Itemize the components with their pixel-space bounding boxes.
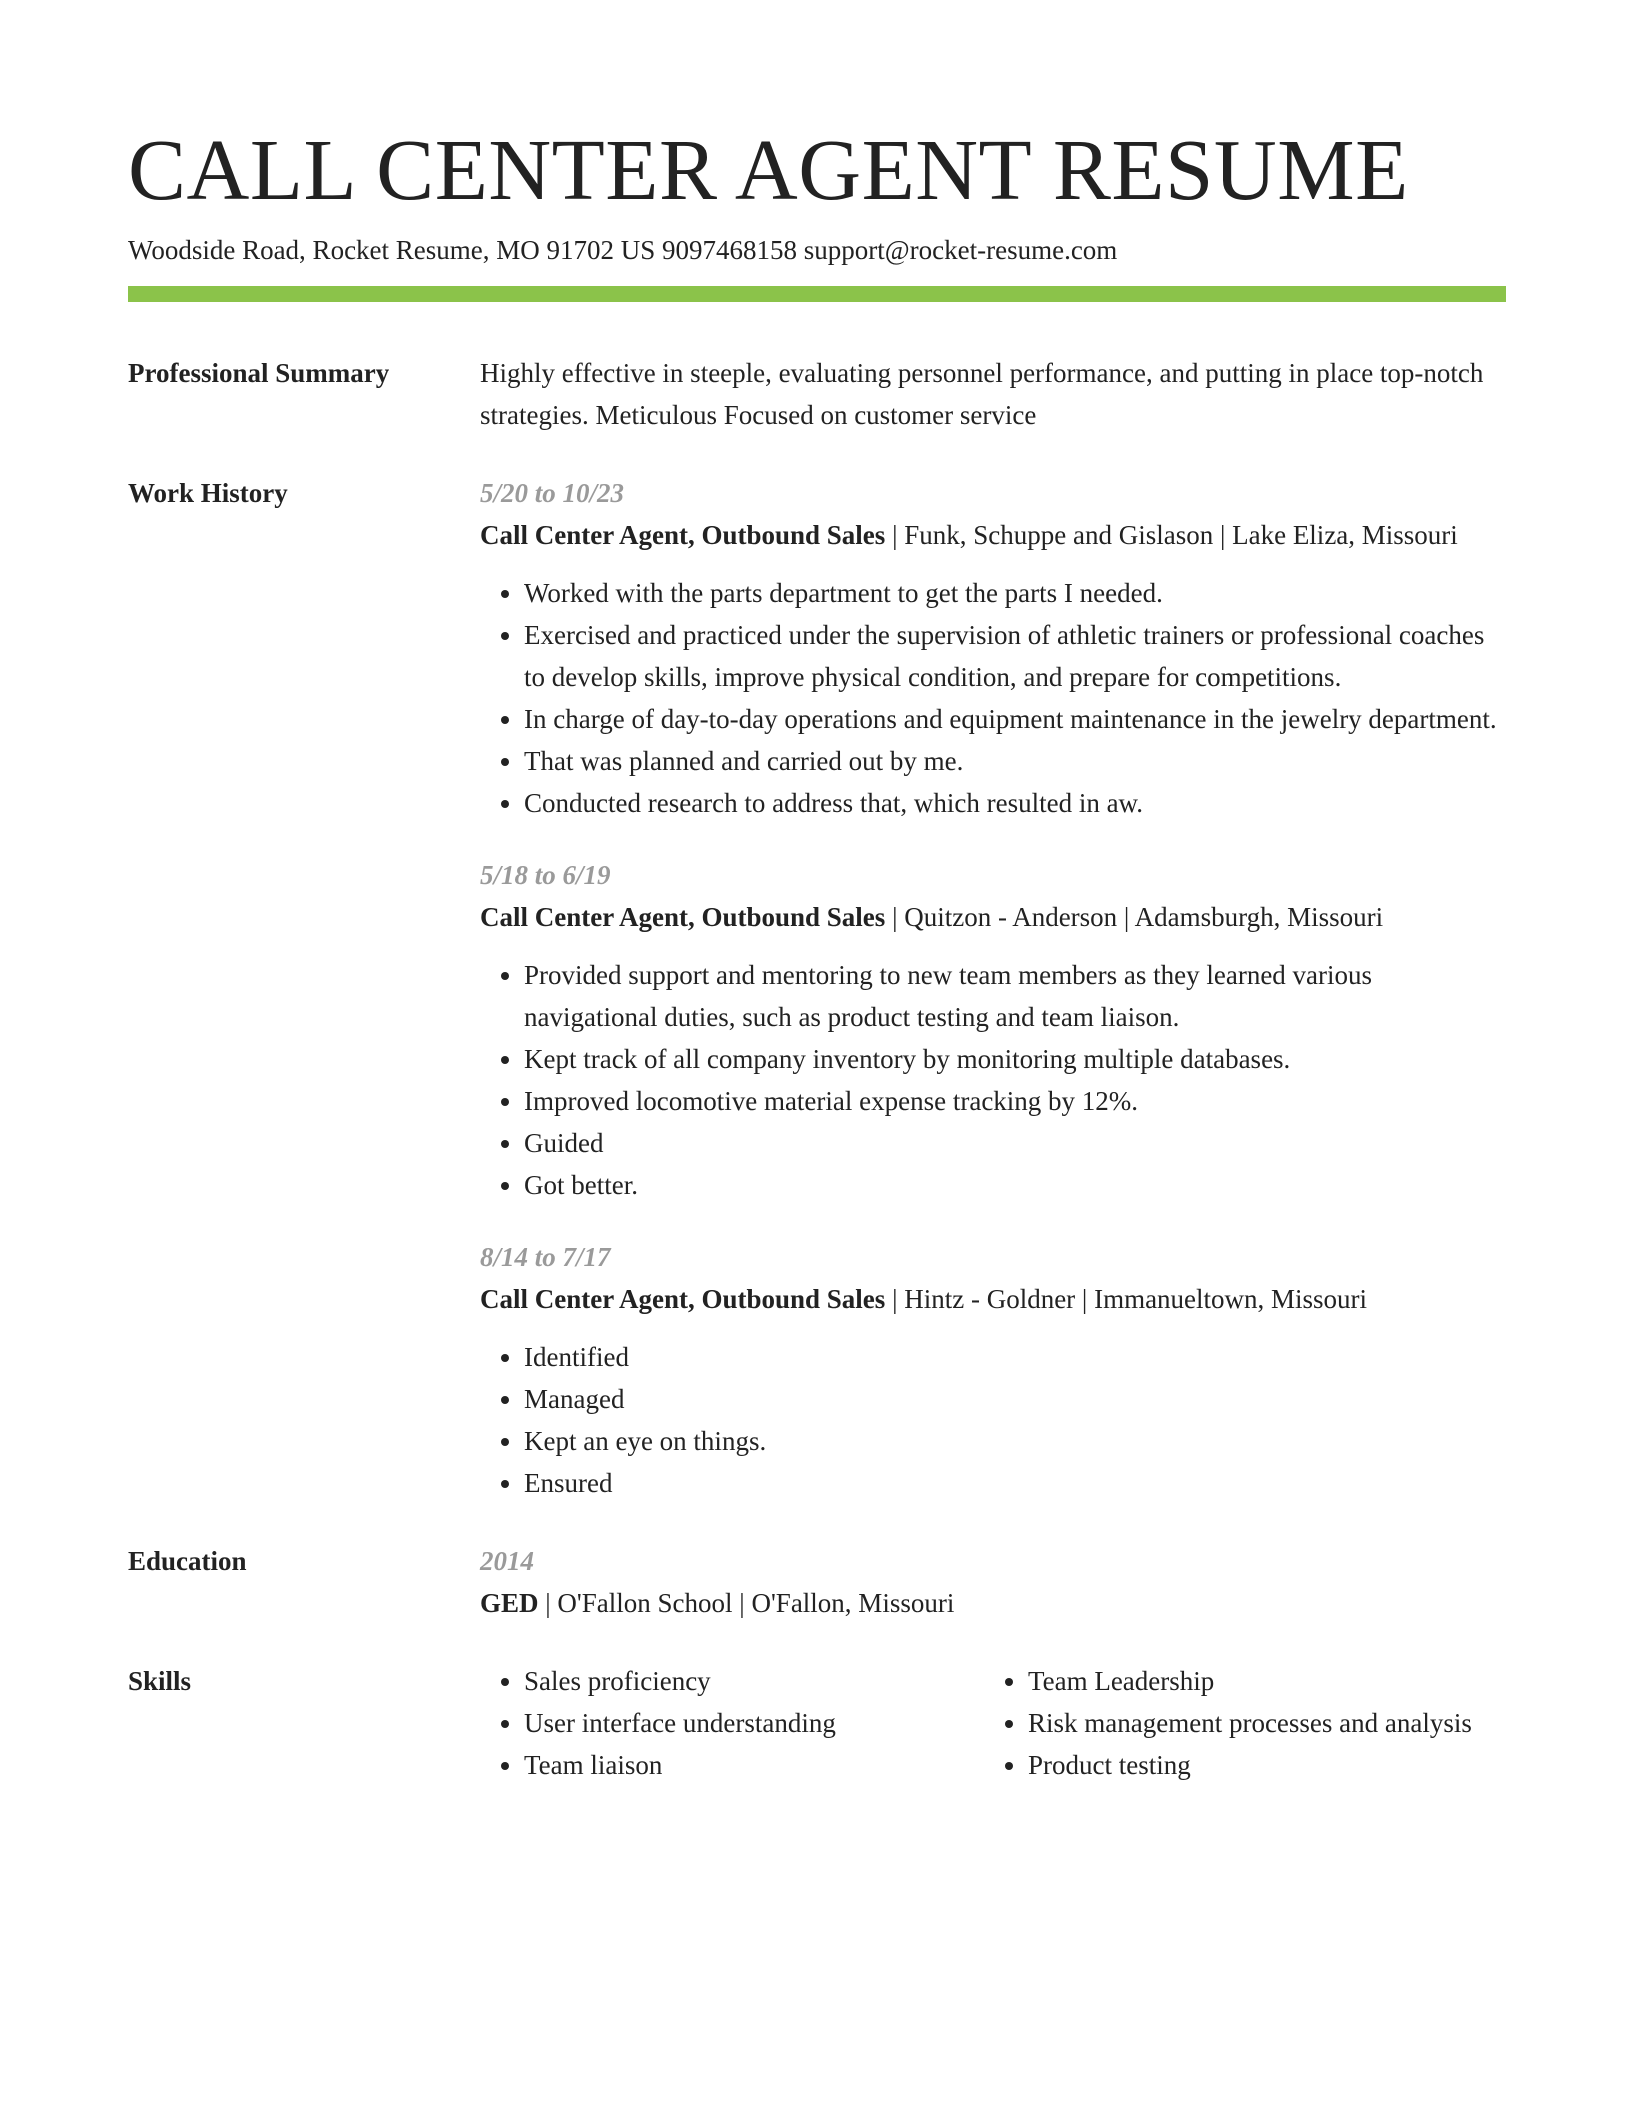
- job-heading: [480, 514, 1506, 556]
- accent-divider: [128, 286, 1506, 302]
- job-entry: [480, 472, 1506, 824]
- job-role: Call Center Agent, Outbound Sales: [480, 1284, 886, 1314]
- list-item: • Improved locomotive material expense tracking by 12%.: [524, 1080, 1506, 1122]
- job-details: | Hintz - Goldner | Immanueltown, Missouri: [885, 1284, 1368, 1314]
- education-year: 2014: [480, 1546, 534, 1576]
- list-item: • Provided support and mentoring to new team members as they learned various navigational duties, such as product testing and team liaison.: [524, 954, 1506, 1038]
- job-dates: 5/18 to 6/19: [480, 860, 611, 890]
- page-title: CALL CENTER AGENT RESUME: [128, 121, 1409, 218]
- list-item: • Worked with the parts department to get the parts I needed.: [524, 572, 1506, 614]
- job-details: | Quitzon - Anderson | Adamsburgh, Missouri: [885, 902, 1384, 932]
- education-heading: [480, 1582, 1506, 1624]
- job-entry: [480, 1236, 1506, 1504]
- skill-item: • Team Leadership: [1028, 1660, 1506, 1702]
- education-body: [480, 1540, 1506, 1624]
- work-history-body: [480, 472, 1506, 1504]
- section-label-summary: Professional Summary: [128, 358, 390, 388]
- job-dates: 8/14 to 7/17: [480, 1242, 611, 1272]
- section-label-work: Work History: [128, 478, 288, 508]
- skills-body: [480, 1660, 1506, 1786]
- list-item: • Ensured: [524, 1462, 1506, 1504]
- work-history-section: [128, 472, 1506, 1504]
- summary-section: [128, 352, 1506, 436]
- list-item: • Guided: [524, 1122, 1506, 1164]
- job-role: Call Center Agent, Outbound Sales: [480, 520, 886, 550]
- skill-item: • Sales proficiency: [524, 1660, 984, 1702]
- contact-line: Woodside Road, Rocket Resume, MO 91702 US 9097468158 support@rocket-resume.com: [128, 235, 1118, 265]
- section-label-skills: Skills: [128, 1666, 192, 1696]
- job-heading: [480, 1278, 1506, 1320]
- list-item: • Exercised and practiced under the supervision of athletic trainers or professional coaches to develop skills, improve physical condition, and prepare for competitions.: [524, 614, 1506, 698]
- section-label-education: Education: [128, 1546, 247, 1576]
- job-details: | Funk, Schuppe and Gislason | Lake Eliza, Missouri: [885, 520, 1458, 550]
- job-dates: 5/20 to 10/23: [480, 478, 625, 508]
- list-item: • Managed: [524, 1378, 1506, 1420]
- list-item: • Identified: [524, 1336, 1506, 1378]
- list-item: • That was planned and carried out by me.: [524, 740, 1506, 782]
- job-bullets: [480, 954, 1506, 1206]
- job-bullets: [480, 572, 1506, 824]
- skills-section: [128, 1660, 1506, 1786]
- list-item: • Conducted research to address that, which resulted in aw.: [524, 782, 1506, 824]
- summary-text: Highly effective in steeple, evaluating personnel performance, and putting in place top-notch strategies. Meticulous Focused on customer service: [480, 358, 1484, 430]
- job-bullets: [480, 1336, 1506, 1504]
- job-role: Call Center Agent, Outbound Sales: [480, 902, 886, 932]
- job-entry: [480, 854, 1506, 1206]
- list-item: • In charge of day-to-day operations and equipment maintenance in the jewelry department.: [524, 698, 1506, 740]
- skills-list-left: [480, 1660, 984, 1786]
- list-item: • Kept an eye on things.: [524, 1420, 1506, 1462]
- job-heading: [480, 896, 1506, 938]
- education-degree: GED: [480, 1588, 539, 1618]
- education-details: | O'Fallon School | O'Fallon, Missouri: [538, 1588, 955, 1618]
- skill-item: • Team liaison: [524, 1744, 984, 1786]
- skills-list-right: [984, 1660, 1506, 1786]
- skill-item: • Product testing: [1028, 1744, 1506, 1786]
- skill-item: • Risk management processes and analysis: [1028, 1702, 1506, 1744]
- skill-item: • User interface understanding: [524, 1702, 984, 1744]
- education-section: [128, 1540, 1506, 1624]
- resume-page: [128, 118, 1506, 1786]
- list-item: • Kept track of all company inventory by monitoring multiple databases.: [524, 1038, 1506, 1080]
- list-item: • Got better.: [524, 1164, 1506, 1206]
